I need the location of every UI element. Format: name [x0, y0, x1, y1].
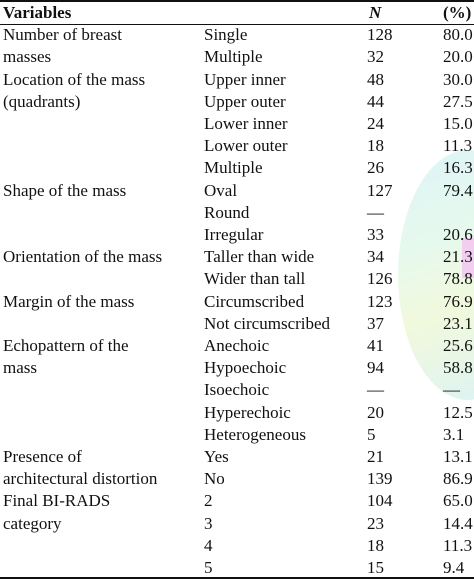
- table-row: [0, 379, 474, 401]
- row-category: Upper inner: [204, 69, 286, 89]
- row-category: Circumscribed: [204, 291, 305, 311]
- table-row: [0, 202, 474, 224]
- table-row: [0, 335, 474, 357]
- row-category: Upper outer: [204, 91, 286, 111]
- table-row: [0, 268, 474, 290]
- row-category: Irregular: [204, 225, 264, 244]
- row-category: 4: [204, 535, 213, 555]
- row-category: Lower inner: [204, 114, 288, 133]
- row-count: 37: [367, 313, 384, 333]
- row-category: Hypoechoic: [204, 358, 287, 378]
- row-category: Isoechoic: [204, 380, 270, 400]
- table-row: [0, 224, 474, 246]
- table-row: [0, 46, 474, 68]
- row-percent: 76.9: [443, 291, 473, 311]
- row-category: Yes: [204, 447, 229, 466]
- row-count: 32: [367, 47, 384, 67]
- row-count: 123: [367, 291, 393, 311]
- row-count: 18: [367, 535, 384, 555]
- row-percent: 14.4: [443, 513, 473, 533]
- group-label: Orientation of the mass: [3, 247, 163, 267]
- row-category: Multiple: [204, 47, 263, 67]
- row-percent: 9.4: [443, 558, 465, 577]
- row-category: Wider than tall: [204, 269, 306, 289]
- table-row: [0, 513, 474, 535]
- row-percent: 15.0: [443, 114, 473, 133]
- row-percent: 20.6: [443, 225, 473, 244]
- table-row: [0, 468, 474, 490]
- row-percent: 21.3: [443, 247, 473, 267]
- table-row: [0, 135, 474, 157]
- group-label: Shape of the mass: [3, 180, 127, 200]
- header-percent: (%): [443, 3, 472, 22]
- row-category: 5: [204, 558, 213, 577]
- row-category: Not circumscribed: [204, 313, 331, 333]
- row-percent: 79.4: [443, 180, 473, 200]
- row-percent: 30.0: [443, 69, 473, 89]
- table-row: [0, 446, 474, 468]
- row-count: 20: [367, 402, 384, 422]
- row-percent: 16.3: [443, 158, 473, 178]
- row-percent: 12.5: [443, 402, 473, 422]
- row-count: 128: [367, 25, 393, 45]
- header-variables: Variables: [3, 3, 72, 22]
- row-category: 2: [204, 491, 213, 511]
- row-category: 3: [204, 513, 213, 533]
- row-count: 94: [367, 358, 384, 378]
- row-percent: 65.0: [443, 491, 473, 511]
- table-row: [0, 69, 474, 91]
- row-count: 139: [367, 469, 393, 489]
- row-count: —: [367, 202, 384, 222]
- table-row: [0, 91, 474, 113]
- group-label: Number of breast masses: [3, 25, 122, 67]
- row-percent: 11.3: [443, 136, 473, 156]
- table-row: [0, 490, 474, 512]
- row-count: 5: [367, 424, 376, 444]
- row-count: 24: [367, 114, 384, 133]
- row-count: 15: [367, 558, 384, 577]
- table-row: [0, 291, 474, 313]
- table-row: [0, 402, 474, 424]
- row-count: 44: [367, 91, 384, 111]
- row-count: 126: [367, 269, 393, 289]
- row-percent: 23.1: [443, 313, 473, 333]
- row-count: 104: [367, 491, 393, 511]
- row-category: Hyperechoic: [204, 402, 291, 422]
- row-count: 18: [367, 136, 384, 156]
- row-count: 34: [367, 247, 384, 267]
- row-category: Oval: [204, 180, 238, 200]
- row-category: Anechoic: [204, 336, 270, 355]
- row-count: —: [367, 380, 384, 400]
- row-count: 23: [367, 513, 384, 533]
- table-row: [0, 24, 474, 46]
- row-percent: 13.1: [443, 447, 473, 466]
- table-row: [0, 535, 474, 557]
- row-category: Lower outer: [204, 136, 288, 156]
- row-percent: 3.1: [443, 424, 465, 444]
- row-category: Single: [204, 25, 248, 45]
- table-row: [0, 313, 474, 335]
- row-category: Taller than wide: [204, 247, 315, 267]
- row-count: 127: [367, 180, 393, 200]
- group-label: Echopattern of the mass: [3, 336, 129, 378]
- row-category: Heterogeneous: [204, 424, 306, 444]
- row-count: 33: [367, 225, 384, 244]
- table-row: [0, 424, 474, 446]
- row-percent: 25.6: [443, 336, 473, 355]
- row-percent: 20.0: [443, 47, 473, 67]
- row-count: 41: [367, 336, 384, 355]
- table-row: [0, 180, 474, 202]
- table-row: [0, 157, 474, 179]
- row-category: Multiple: [204, 158, 263, 178]
- row-percent: —: [443, 380, 460, 400]
- group-label: Margin of the mass: [3, 291, 135, 311]
- row-count: 48: [367, 69, 384, 89]
- row-category: No: [204, 469, 225, 489]
- row-category: Round: [204, 202, 250, 222]
- row-percent: 58.8: [443, 358, 473, 378]
- table-row: [0, 357, 474, 379]
- group-label: Location of the mass (quadrants): [3, 69, 146, 111]
- row-percent: 86.9: [443, 469, 473, 489]
- table-row: [0, 246, 474, 268]
- group-label: Final BI-RADS category: [3, 491, 111, 533]
- row-percent: 78.8: [443, 269, 473, 289]
- row-percent: 11.3: [443, 535, 473, 555]
- table-row: [0, 113, 474, 135]
- row-percent: 80.0: [443, 25, 473, 45]
- row-count: 21: [367, 447, 384, 466]
- header-n: N: [369, 3, 382, 22]
- row-count: 26: [367, 158, 384, 178]
- table-row: [0, 557, 474, 579]
- group-label: Presence of architectural distortion: [3, 447, 158, 489]
- row-percent: 27.5: [443, 91, 473, 111]
